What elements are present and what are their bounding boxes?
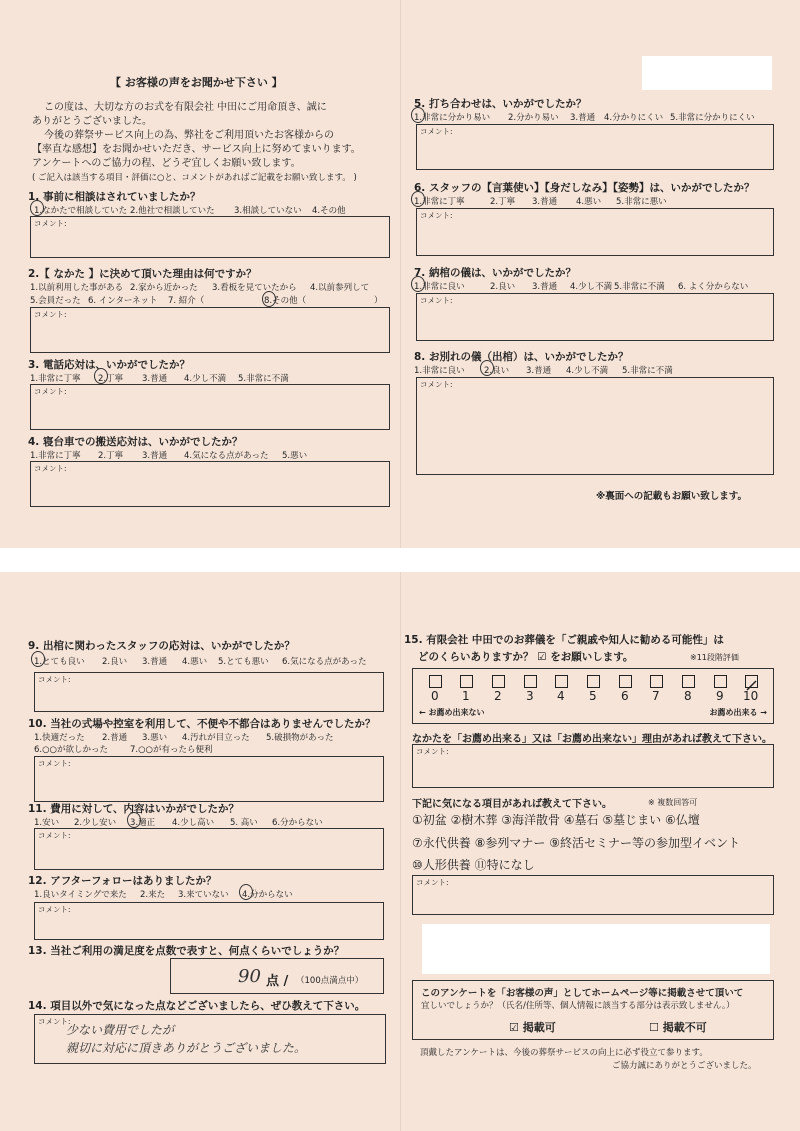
answer-option[interactable]: 2.良い	[490, 282, 516, 292]
scale-number: 7	[652, 689, 660, 703]
scale-checkbox[interactable]	[429, 675, 442, 688]
answer-option[interactable]: 3.看板を見ていたから	[212, 283, 297, 293]
interest-item[interactable]: ⑤墓じまい	[602, 813, 662, 827]
question-title: 11. 費用に対して、内容はいかがでしたか？	[28, 803, 240, 815]
answer-option[interactable]: 5.悪い	[282, 451, 308, 461]
answer-option[interactable]: 4.分からない	[242, 890, 293, 900]
comment-box[interactable]	[416, 124, 774, 170]
question-title: 15. 有限会社 中田でのお葬儀を「ご親戚や知人に勧める可能性」は	[404, 634, 724, 646]
comment-label: コメント:	[38, 759, 71, 768]
scale-checkbox-checked[interactable]	[745, 675, 758, 688]
interest-row	[412, 856, 535, 873]
scale-number: 1	[462, 689, 470, 703]
scale-checkbox[interactable]	[682, 675, 695, 688]
instruction-note: ( ご記入は該当する項目・評価に○と、コメントがあればご記載をお願い致します。 )	[32, 173, 357, 183]
comment-label: コメント:	[34, 219, 67, 228]
answer-option[interactable]: 5.会員だった	[30, 296, 81, 306]
answer-option[interactable]: 4.少し高い	[172, 818, 215, 828]
closing-thanks: ご協力誠にありがとうございました。	[612, 1061, 757, 1071]
answer-option[interactable]: 2.丁寧	[98, 374, 124, 384]
survey-title: 【 お客様の声をお聞かせ下さい 】	[110, 76, 283, 89]
interest-title: 下記に気になる項目があれば教えて下さい。	[412, 799, 612, 810]
question-title: 4. 寝台車での搬送応対は、いかがでしたか？	[28, 436, 243, 448]
question-subtitle: どのくらいありますか？ ☑ をお願いします。	[418, 651, 634, 663]
interest-row	[412, 834, 740, 851]
rating-note: ※11段階評価	[690, 653, 739, 662]
scale-number: 3	[526, 689, 534, 703]
comment-box[interactable]	[34, 902, 384, 940]
answer-option[interactable]: 6.○○が欲しかった	[34, 745, 108, 755]
question-title: 6. スタッフの【言葉使い】【身だしなみ】【姿勢】は、いかがでしたか？	[414, 182, 755, 194]
intro-line: アンケートへのご協力の程、どうぞ宜しくお願い致します。	[32, 158, 301, 169]
comment-label: コメント:	[34, 310, 67, 319]
answer-option[interactable]: 1.安い	[34, 818, 60, 828]
scale-number: 8	[684, 689, 692, 703]
question-title: 12. アフターフォローはありましたか？	[28, 875, 217, 887]
redacted-area	[642, 56, 772, 90]
answer-option[interactable]: 4.少し不満	[570, 282, 613, 292]
comment-box[interactable]	[34, 828, 384, 870]
survey-page-front	[0, 0, 800, 548]
answer-option[interactable]: 4.少し不満	[184, 374, 227, 384]
answer-option[interactable]: 4.少し不満	[566, 366, 609, 376]
comment-box[interactable]	[30, 307, 390, 353]
answer-circle-mark	[30, 200, 44, 216]
scale-checkbox[interactable]	[714, 675, 727, 688]
comment-label: コメント:	[416, 878, 449, 887]
question-title: 1. 事前に相談はされていましたか？	[28, 191, 201, 203]
interest-item[interactable]: ⑦永代供養	[412, 836, 471, 850]
scale-number: 4	[557, 689, 565, 703]
back-side-note: ※裏面への記載もお願い致します。	[596, 491, 747, 502]
answer-option[interactable]: 5. 高い	[230, 818, 258, 828]
answer-circle-mark	[127, 812, 141, 828]
answer-option[interactable]: 2.少し安い	[74, 818, 117, 828]
scale-number: 9	[716, 689, 724, 703]
answer-option[interactable]: 1.非常に丁寧	[414, 197, 465, 207]
answer-option[interactable]: 2.良い	[102, 657, 128, 667]
answer-option[interactable]: 1.なかたで相談していた	[34, 206, 128, 216]
answer-circle-mark	[94, 368, 108, 384]
survey-page-back	[0, 572, 800, 1131]
comment-label: コメント:	[38, 1017, 71, 1026]
publish-yes-checkbox[interactable]: ☑ 掲載可	[509, 1021, 556, 1034]
answer-circle-mark	[411, 191, 425, 207]
answer-option[interactable]: 5.非常に悪い	[616, 197, 667, 207]
paper-fold	[400, 572, 401, 1131]
answer-option[interactable]: 3.普通	[142, 451, 168, 461]
comment-label: コメント:	[34, 464, 67, 473]
scale-number: 10	[743, 689, 759, 703]
answer-option[interactable]: 3.普通	[142, 374, 168, 384]
publish-no-checkbox[interactable]: ☐ 掲載不可	[649, 1021, 707, 1034]
question-title: 3. 電話応対は、いかがでしたか？	[28, 359, 190, 371]
comment-box[interactable]	[416, 377, 774, 475]
answer-option[interactable]: 4.分かりにくい	[604, 113, 664, 123]
question-title: 5. 打ち合わせは、いかがでしたか？	[414, 98, 587, 110]
handwritten-comment: 少ない費用でしたが	[66, 1023, 175, 1037]
answer-option[interactable]: 5.非常に不満	[238, 374, 289, 384]
scale-checkbox[interactable]	[492, 675, 505, 688]
answer-option[interactable]: 3.悪い	[142, 733, 168, 743]
answer-option[interactable]: 3.普通	[532, 282, 558, 292]
answer-option[interactable]: 1.快適だった	[34, 733, 85, 743]
answer-option[interactable]: 4.悪い	[576, 197, 602, 207]
publish-question: 宜しいでしょうか？（氏名/住所等、個人情報に該当する部分は表示致しません。）	[421, 1001, 735, 1011]
reason-prompt: なかたを「お薦め出来る」又は「お薦め出来ない」理由があれば教えて下さい。	[412, 734, 772, 745]
answer-option[interactable]: 3.相談していない	[234, 206, 302, 216]
answer-option[interactable]: 1.非常に分かり易い	[414, 113, 491, 123]
intro-line: ありがとうございました。	[32, 116, 152, 127]
interest-item[interactable]: ①初盆	[412, 813, 447, 827]
answer-option[interactable]: 1.良いタイミングで来た	[34, 890, 127, 900]
answer-option[interactable]: 6.分からない	[272, 818, 323, 828]
answer-circle-mark	[239, 884, 253, 900]
scale-row	[419, 675, 767, 707]
redacted-area	[422, 924, 770, 974]
answer-option[interactable]: 4.悪い	[182, 657, 208, 667]
scale-number: 6	[621, 689, 629, 703]
closing-note: 頂戴したアンケートは、今後の葬祭サービスの向上に必ず役立て参ります。	[420, 1048, 708, 1058]
interest-item[interactable]: ⑪特になし	[474, 858, 535, 872]
answer-option[interactable]: 4.その他	[312, 206, 346, 216]
interest-item[interactable]: ④墓石	[563, 813, 599, 827]
scale-number: 0	[431, 689, 439, 703]
interest-item[interactable]: ⑨終活セミナー等の参加型イベント	[549, 836, 740, 850]
answer-option[interactable]: 3.来ていない	[178, 890, 229, 900]
intro-line: 【率直な感想】をお聞かせいただき、サービス向上に努めてまいります。	[32, 144, 361, 155]
interest-item[interactable]: ⑧参列マナー	[474, 836, 546, 850]
comment-box[interactable]	[34, 672, 384, 712]
answer-option[interactable]: 7.○○が有ったら便利	[130, 745, 213, 755]
answer-option[interactable]: 5.非常に分かりにくい	[670, 113, 755, 123]
answer-option[interactable]: 1.以前利用した事がある	[30, 283, 124, 293]
question-title: 13. 当社ご利用の満足度を点数で表すと、何点くらいでしょうか？	[28, 945, 345, 957]
comment-label: コメント:	[416, 747, 449, 756]
scale-checkbox[interactable]	[650, 675, 663, 688]
answer-option[interactable]: 2.他社で相談していた	[130, 206, 215, 216]
comment-label: コメント:	[420, 211, 453, 220]
recommend-scale	[412, 668, 774, 724]
scale-number: 5	[589, 689, 597, 703]
answer-option[interactable]: 2.良い	[484, 366, 510, 376]
interest-note: ※ 複数回答可	[648, 798, 698, 807]
comment-box[interactable]	[30, 384, 390, 430]
scale-checkbox[interactable]	[460, 675, 473, 688]
comment-box[interactable]	[416, 208, 774, 256]
handwritten-comment: 親切に対応に頂きありがとうございました。	[66, 1041, 307, 1055]
interest-row	[412, 811, 700, 828]
answer-option[interactable]: 5.非常に不満	[614, 282, 665, 292]
scale-checkbox[interactable]	[524, 675, 537, 688]
scale-right-label: お薦め出来る →	[709, 708, 767, 717]
comment-box[interactable]	[30, 461, 390, 507]
scale-number: 2	[494, 689, 502, 703]
intro-line: 今後の葬祭サービス向上の為、弊社をご利用頂いたお客様からの	[44, 130, 334, 141]
question-title: 10. 当社の式場や控室を利用して、不便や不都合はありませんでしたか？	[28, 718, 376, 730]
comment-label: コメント:	[38, 905, 71, 914]
scale-checkbox[interactable]	[555, 675, 568, 688]
publish-permission-box	[412, 980, 774, 1040]
intro-line: この度は、大切な方のお式を有限会社 中田にご用命頂き、誠に	[44, 102, 327, 113]
score-value: 90	[238, 966, 261, 987]
answer-option[interactable]: 6. インターネット	[88, 296, 158, 306]
comment-box[interactable]	[412, 875, 774, 915]
answer-option[interactable]: 3.適正	[130, 818, 156, 828]
paper-fold	[400, 0, 401, 548]
interest-item[interactable]: ②樹木葬	[450, 813, 498, 827]
scale-checkbox[interactable]	[587, 675, 600, 688]
comment-label: コメント:	[34, 387, 67, 396]
answer-option[interactable]: 5.非常に不満	[622, 366, 673, 376]
comment-box[interactable]	[412, 744, 774, 788]
answer-option[interactable]: 8.その他（	[264, 296, 307, 306]
answer-circle-mark	[31, 651, 45, 667]
comment-label: コメント:	[38, 831, 71, 840]
scale-checkbox[interactable]	[619, 675, 632, 688]
answer-circle-mark	[480, 360, 494, 376]
answer-option[interactable]: 3.普通	[142, 657, 168, 667]
answer-option[interactable]: 2.分かり易い	[508, 113, 559, 123]
score-max-note: （100点満点中）	[296, 976, 364, 986]
publish-question: このアンケートを「お客様の声」としてホームページ等に掲載させて頂いて	[421, 988, 744, 999]
answer-option[interactable]: 3.普通	[570, 113, 596, 123]
question-title: 9. 出棺に関わったスタッフの応対は、いかがでしたか？	[28, 640, 295, 652]
interest-item[interactable]: ⑩人形供養	[412, 858, 471, 872]
answer-option[interactable]: 7. 紹介（	[168, 296, 205, 306]
answer-option[interactable]: 4.汚れが目立った	[182, 733, 250, 743]
question-title: 7. 納棺の儀は、いかがでしたか？	[414, 267, 576, 279]
answer-option[interactable]: 5.破損物があった	[266, 733, 334, 743]
question-title: 14. 項目以外で気になった点などございましたら、ぜひ教えて下さい。	[28, 1000, 366, 1012]
answer-option[interactable]: 1.非常に良い	[414, 366, 465, 376]
answer-option[interactable]: 1.非常に良い	[414, 282, 465, 292]
answer-option-close: ）	[374, 296, 383, 306]
answer-option[interactable]: 2.丁寧	[490, 197, 516, 207]
scale-left-label: ← お薦め出来ない	[419, 708, 485, 717]
answer-circle-mark	[262, 291, 276, 307]
comment-box[interactable]	[34, 756, 384, 802]
answer-option[interactable]: 3.普通	[526, 366, 552, 376]
answer-option[interactable]: 1.とても良い	[34, 657, 85, 667]
answer-option[interactable]: 2.普通	[102, 733, 128, 743]
answer-option[interactable]: 6.気になる点があった	[282, 657, 367, 667]
interest-item[interactable]: ③海洋散骨	[501, 813, 560, 827]
answer-circle-mark	[411, 107, 425, 123]
comment-box[interactable]	[30, 216, 390, 258]
question-title: 8. お別れの儀（出棺）は、いかがでしたか？	[414, 351, 629, 363]
answer-option[interactable]: 5.とても悪い	[218, 657, 269, 667]
answer-option[interactable]: 2.来た	[140, 890, 166, 900]
answer-option[interactable]: 1.非常に丁寧	[30, 451, 81, 461]
question-title: 2.【 なかた 】に決めて頂いた理由は何ですか？	[28, 268, 257, 280]
comment-label: コメント:	[38, 675, 71, 684]
answer-option[interactable]: 2.家から近かった	[130, 283, 198, 293]
comment-label: コメント:	[420, 296, 453, 305]
answer-option[interactable]: 4.以前参列して	[310, 283, 370, 293]
answer-option[interactable]: 4.気になる点があった	[184, 451, 269, 461]
answer-circle-mark	[411, 276, 425, 292]
score-unit: 点 /	[266, 974, 289, 989]
answer-option[interactable]: 2.丁寧	[98, 451, 124, 461]
comment-box[interactable]	[416, 293, 774, 341]
answer-option[interactable]: 3.普通	[532, 197, 558, 207]
comment-label: コメント:	[420, 380, 453, 389]
answer-option[interactable]: 6. よく分からない	[678, 282, 749, 292]
comment-label: コメント:	[420, 127, 453, 136]
answer-option[interactable]: 1.非常に丁寧	[30, 374, 81, 384]
interest-item[interactable]: ⑥仏壇	[664, 813, 700, 827]
